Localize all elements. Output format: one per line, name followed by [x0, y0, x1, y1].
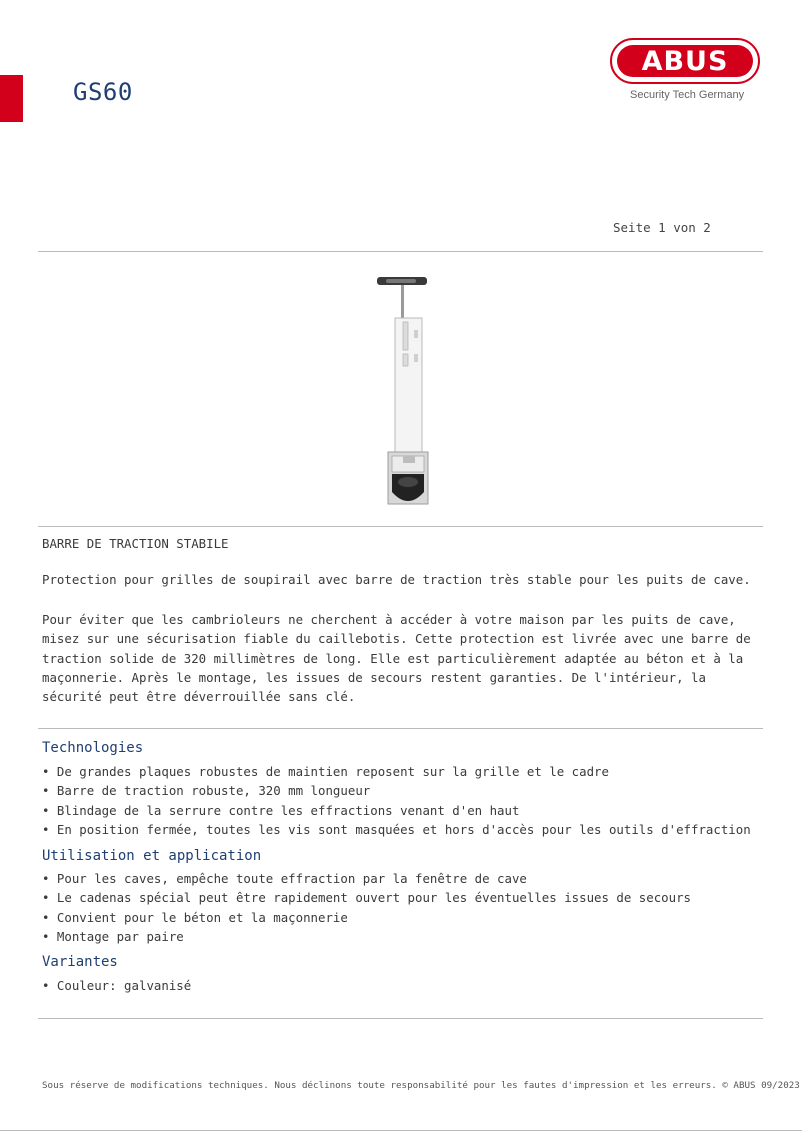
- section-title-usage: Utilisation et application: [42, 848, 262, 864]
- footer-disclaimer: Sous réserve de modifications techniques. Nous déclinons toute responsabilité pour les fautes d'impression et les erreurs. © ABUS 09/2023: [42, 1080, 800, 1091]
- section-title-technologies: Technologies: [42, 740, 144, 756]
- divider: [38, 728, 763, 729]
- product-headline: BARRE DE TRACTION STABILE: [42, 536, 229, 551]
- product-image: [370, 270, 436, 512]
- section-title-variants: Variantes: [42, 954, 118, 970]
- list-item: • Le cadenas spécial peut être rapidement ouvert pour les éventuelles issues de secours: [42, 888, 762, 907]
- divider: [38, 251, 763, 252]
- bottom-divider: [0, 1130, 802, 1131]
- usage-list: [42, 869, 762, 947]
- logo-badge: [610, 38, 760, 84]
- list-item: • De grandes plaques robustes de maintien reposent sur la grille et le cadre: [42, 762, 762, 781]
- technologies-list: [42, 762, 762, 840]
- logo-tagline: Security Tech Germany: [630, 89, 745, 101]
- divider: [38, 1018, 763, 1019]
- list-item: • Montage par paire: [42, 927, 762, 946]
- logo-wordmark: ABUS: [617, 45, 753, 77]
- list-item: • Convient pour le béton et la maçonnerie: [42, 908, 762, 927]
- abus-logo: [610, 38, 764, 102]
- brand-accent-tab: [0, 75, 23, 122]
- list-item: • En position fermée, toutes les vis sont masquées et hors d'accès pour les outils d'effraction: [42, 820, 762, 839]
- product-description: Pour éviter que les cambrioleurs ne cherchent à accéder à votre maison par les puits de cave, misez sur une sécurisation fiable du caillebotis. Cette protection est livrée avec une barre de traction solide de 320 millimètres de long. Elle est particulièrement adaptée au béton et à la maçonnerie. Après le montage, les issues de secours restent garanties. De l'intérieur, la sécurité peut être déverrouillée sans clé.: [42, 612, 751, 705]
- divider: [38, 526, 763, 527]
- page-number: Seite 1 von 2: [613, 220, 711, 235]
- model-title: GS60: [73, 78, 133, 106]
- variants-list: [42, 976, 762, 995]
- list-item: • Couleur: galvanisé: [42, 976, 762, 995]
- list-item: • Pour les caves, empêche toute effraction par la fenêtre de cave: [42, 869, 762, 888]
- product-intro: Protection pour grilles de soupirail avec barre de traction très stable pour les puits de cave.: [42, 572, 751, 587]
- list-item: • Barre de traction robuste, 320 mm longueur: [42, 781, 762, 800]
- list-item: • Blindage de la serrure contre les effractions venant d'en haut: [42, 801, 762, 820]
